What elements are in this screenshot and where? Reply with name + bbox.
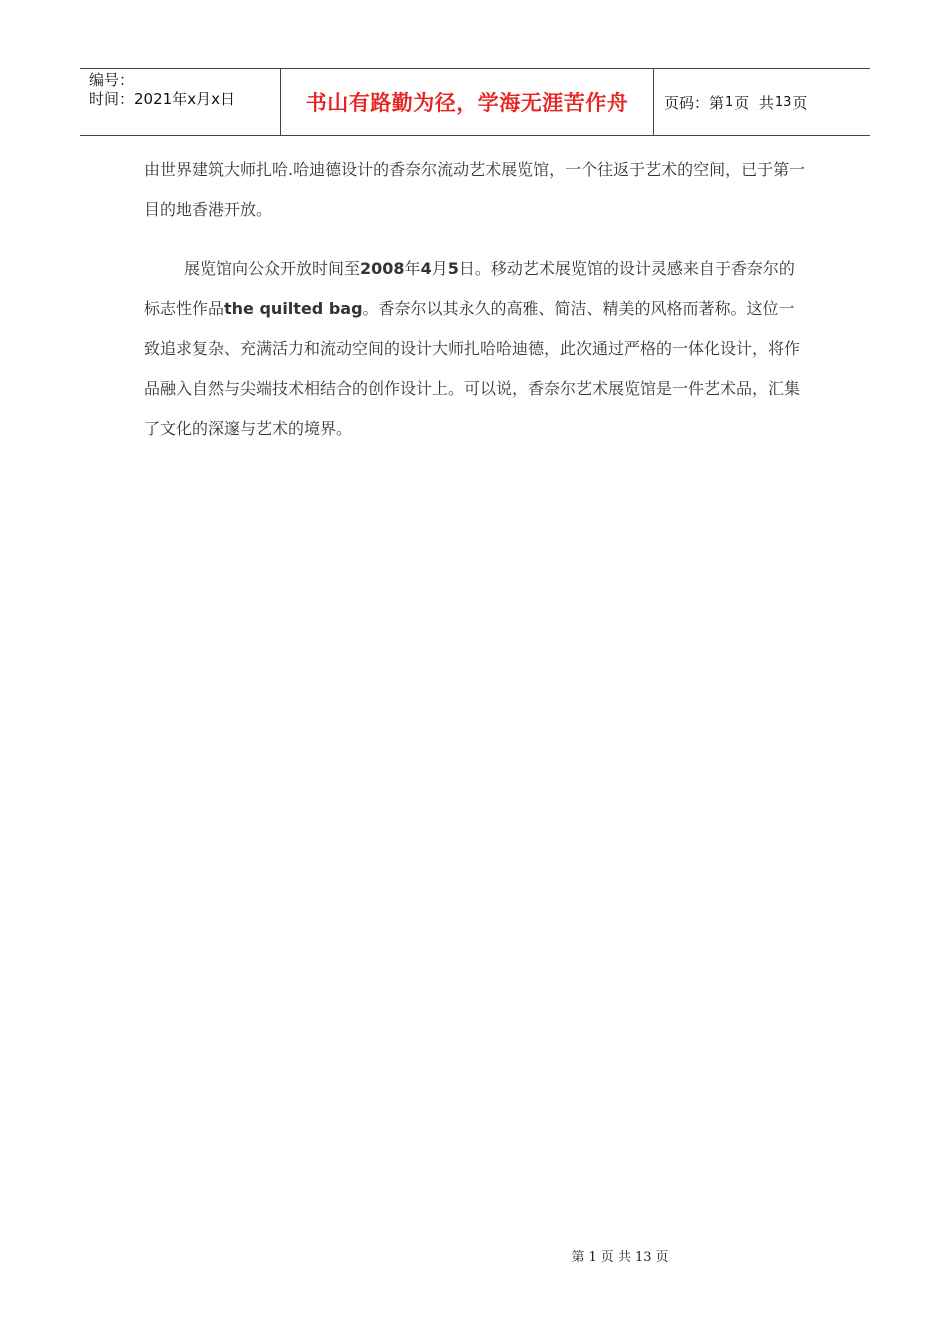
footer-suffix: 页 [655,1250,669,1265]
p2-day: 5 [447,259,459,278]
p2-text-a: 展览馆向公众开放时间至 [184,259,361,278]
header-motto: 书山有路勤为径，学海无涯苦作舟 [281,69,654,135]
page-total: 13 [774,94,792,110]
page-label: 页码：第 [664,93,725,112]
number-label: 编号： [89,71,135,89]
p2-work-title: the quilted bag [224,299,363,318]
p2-text-c: 月 [431,259,448,278]
header-meta [80,69,281,135]
page-end: 页 [792,93,808,112]
p2-text-b: 年 [404,259,421,278]
footer-mid: 页 共 [600,1250,631,1265]
p2-text-e: 。香奈尔以其永久的高雅、简洁、精美的风格而著称。这位一致追求复杂、充满活力和流动空间的设计大师扎哈哈迪德，此次通过严格的一体化设计，将作品融入自然与尖端技术相结合的创作设计上。可以说，香奈尔艺术展览馆是一件艺术品，汇集了文化的深邃与艺术的境界。 [144,299,801,438]
time-line [89,90,280,109]
document-header [80,68,870,136]
footer-total: 13 [634,1250,652,1265]
time-label: 时间： [89,90,135,108]
p2-month: 4 [420,259,432,278]
footer-current: 1 [588,1250,597,1265]
time-value: 2021年x月x日 [134,90,235,108]
p2-year: 2008 [360,259,405,278]
header-page-info [654,69,870,135]
paragraph-1: 由世界建筑大师扎哈.哈迪德设计的香奈尔流动艺术展览馆，一个往返于艺术的空间，已于第一目的地香港开放。 [144,160,806,219]
page-mid: 页 共 [734,93,774,112]
paragraph-2 [144,249,809,449]
page-footer [0,1246,950,1265]
p2-text-d: 日。移动艺术展览馆的设计灵感来自于香奈尔的标志性作品 [144,259,795,318]
footer-prefix: 第 [571,1250,585,1265]
page-current: 1 [725,94,734,110]
